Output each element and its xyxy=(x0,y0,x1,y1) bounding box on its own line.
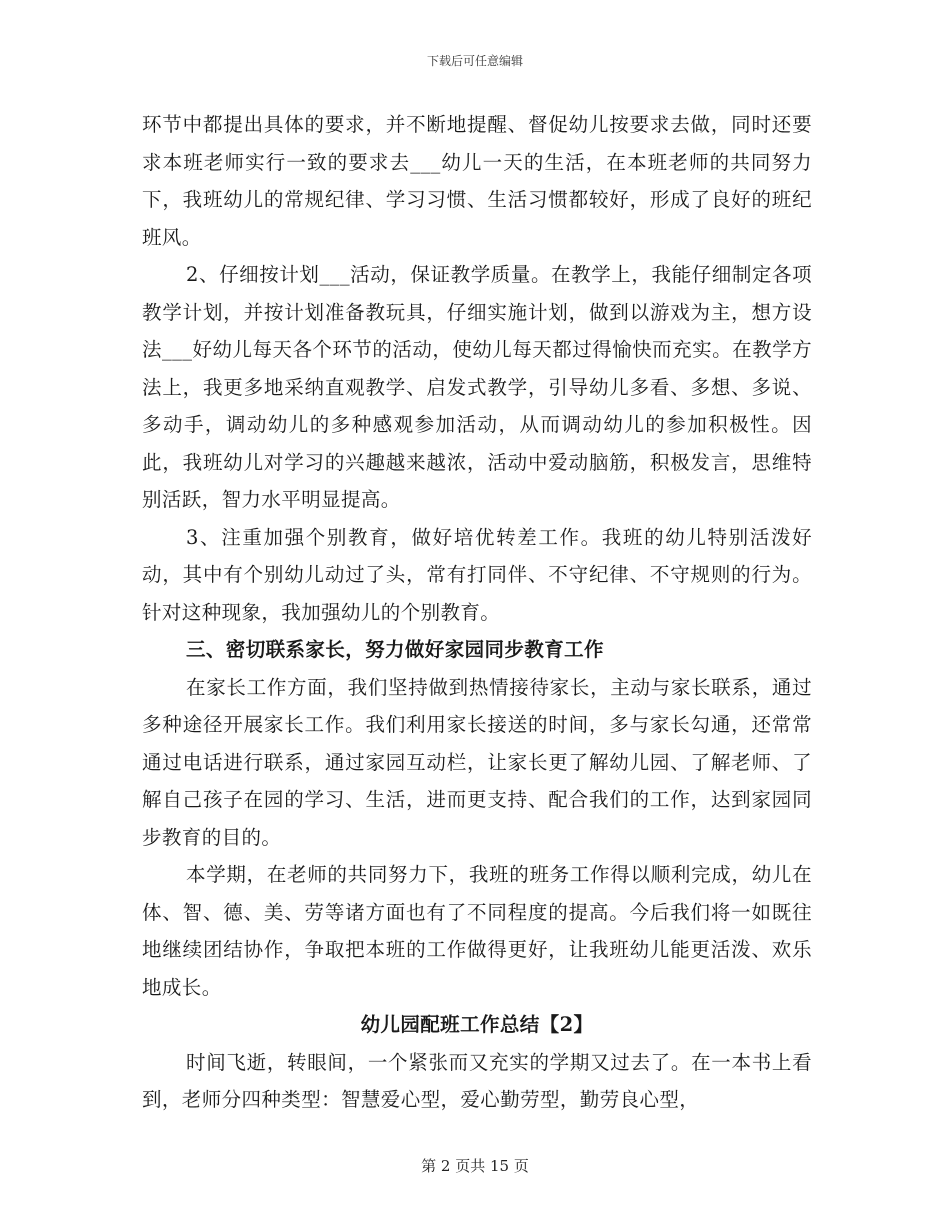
paragraph-item-3: 3、注重加强个别教育，做好培优转差工作。我班的幼儿特别活泼好动，其中有个别幼儿动过了头，常有打同伴、不守纪律、不守规则的行为。针对这种现象，我加强幼儿的个别教育。 xyxy=(142,525,812,624)
page-header: 下载后可任意编辑 xyxy=(426,54,523,68)
paragraph-item-2: 2、仔细按计划___活动，保证教学质量。在教学上，我能仔细制定各项教学计划，并按计划准备教玩具，仔细实施计划，做到以游戏为主，想方设法___好幼儿每天各个环节的活动，使幼儿每天都过得愉快而充实。在教学方法上，我更多地采纳直观教学、启发式教学，引导幼儿多看、多想、多说、多动手，调动幼儿的多种感观参加活动，从而调动幼儿的参加积极性。因此，我班幼儿对学习的兴趣越来越浓，活动中爱动脑筋，积极发言，思维特别活跃，智力水平明显提高。 xyxy=(142,263,812,511)
page-number: 第 2 页共 15 页 xyxy=(421,1157,529,1175)
paragraph-intro-2: 时间飞逝，转眼间，一个紧张而又充实的学期又过去了。在一本书上看到，老师分四种类型：智慧爱心型，爱心勤劳型，勤劳良心型， xyxy=(142,1050,812,1111)
document-title-2: 幼儿园配班工作总结【2】 xyxy=(360,1013,594,1036)
paragraph-parent-work: 在家长工作方面，我们坚持做到热情接待家长，主动与家长联系，通过多种途径开展家长工作。我们利用家长接送的时间，多与家长勾通，还常常通过电话进行联系，通过家园互动栏，让家长更了解幼儿园、了解老师、了解自己孩子在园的学习、生活，进而更支持、配合我们的工作，达到家园同步教育的目的。 xyxy=(142,675,812,849)
section-heading-3: 三、密切联系家长，努力做好家园同步教育工作 xyxy=(186,638,604,661)
paragraph-continued: 环节中都提出具体的要求，并不断地提醒、督促幼儿按要求去做，同时还要求本班老师实行一致的要求去___幼儿一天的生活，在本班老师的共同努力下，我班幼儿的常规纪律、学习习惯、生活习惯都较好，形成了良好的班纪班风。 xyxy=(142,113,812,249)
document-body xyxy=(142,106,812,1119)
paragraph-semester-summary: 本学期，在老师的共同努力下，我班的班务工作得以顺利完成，幼儿在体、智、德、美、劳等诸方面也有了不同程度的提高。今后我们将一如既往地继续团结协作，争取把本班的工作做得更好，让我班幼儿能更活泼、欢乐地成长。 xyxy=(142,863,812,999)
